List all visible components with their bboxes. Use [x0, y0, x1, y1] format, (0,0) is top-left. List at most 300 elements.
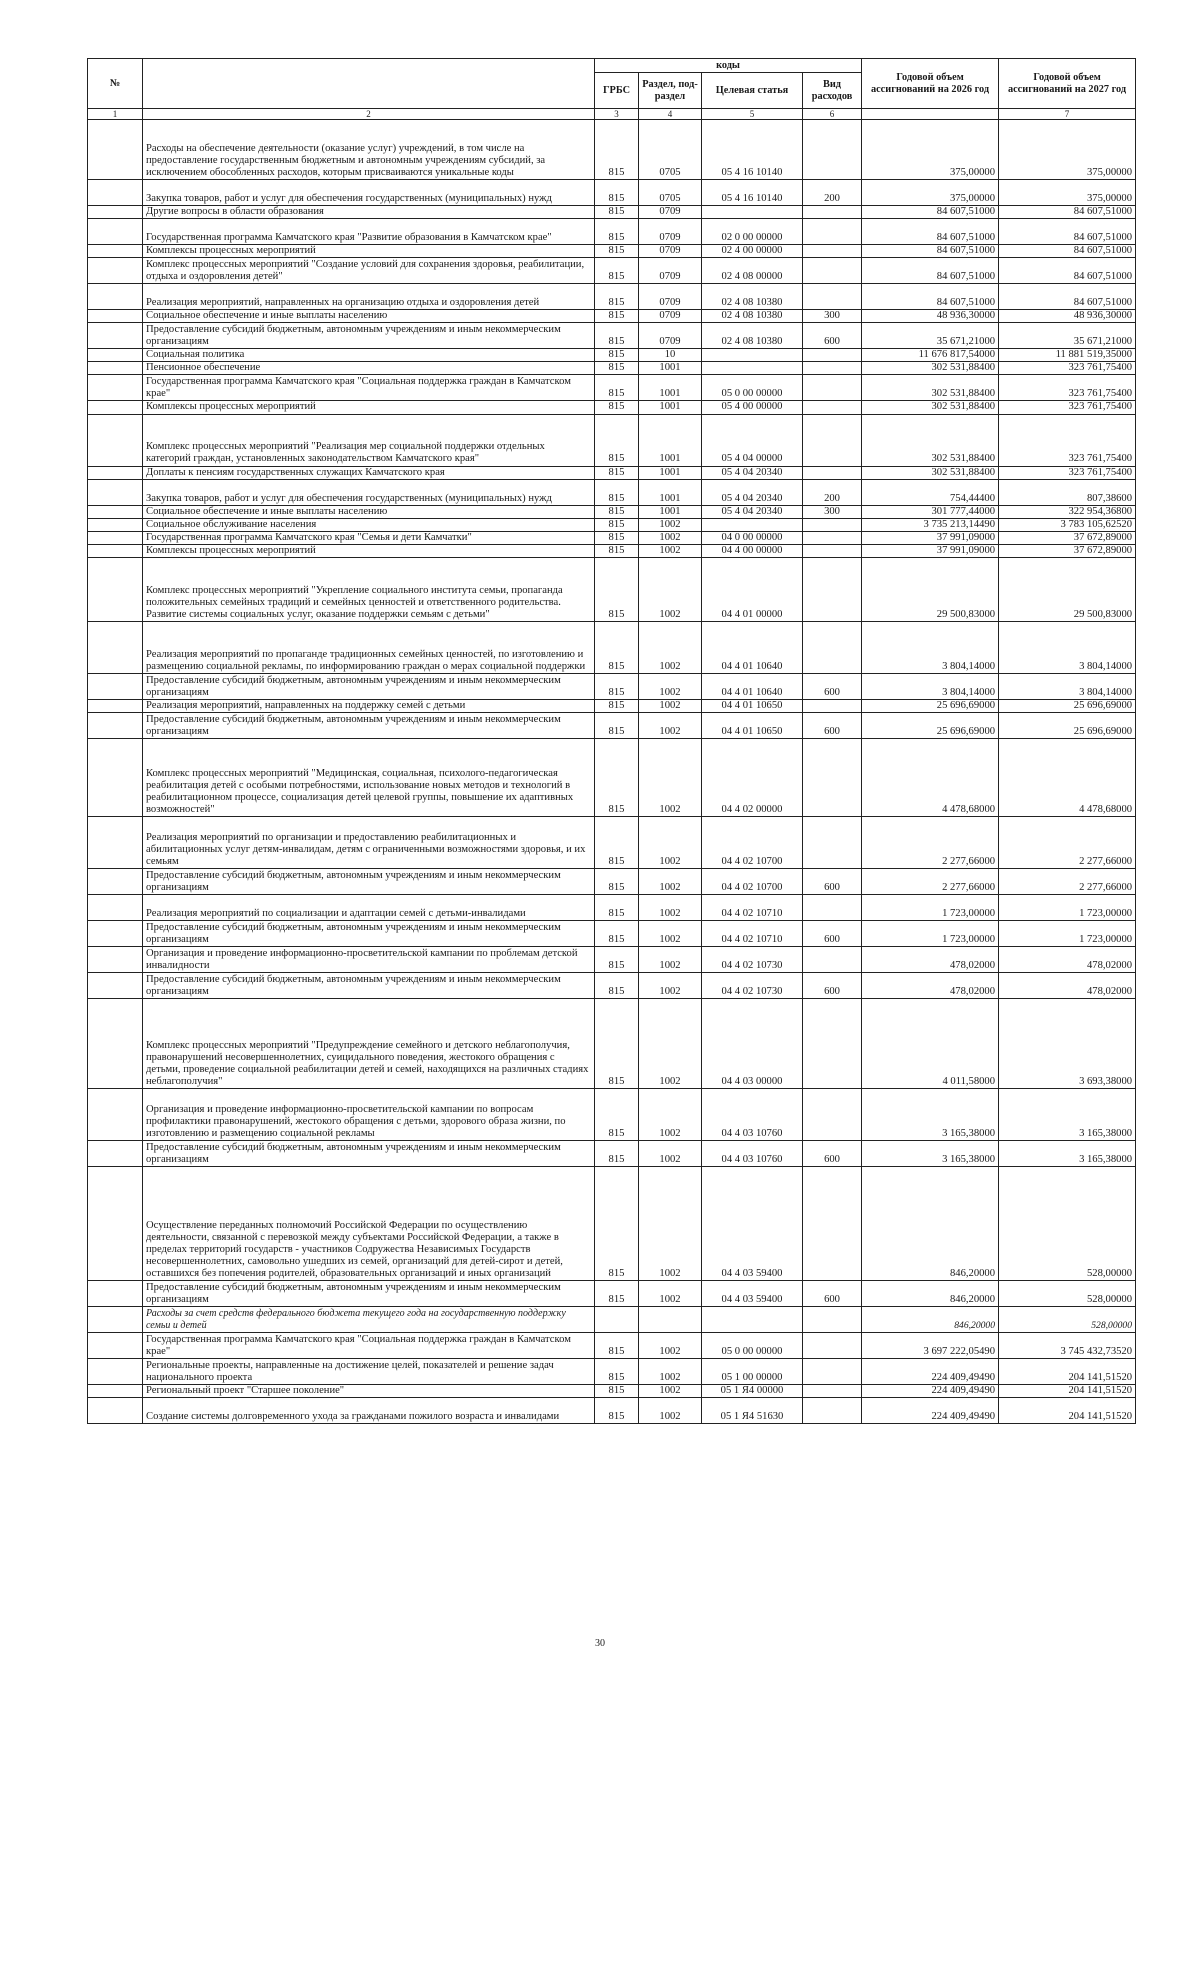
table-row — [88, 479, 1136, 505]
table-row — [88, 817, 1136, 869]
row-vol-2027-cell: 29 500,83000 — [999, 558, 1136, 622]
header-codes: коды — [595, 59, 862, 73]
row-target-cell: 02 4 08 10380 — [702, 284, 803, 310]
row-number-cell — [88, 895, 143, 921]
table-row — [88, 895, 1136, 921]
row-razdel-cell: 0709 — [639, 258, 702, 284]
row-vol-2026-cell: 3 804,14000 — [862, 622, 999, 674]
row-target-cell: 05 4 00 00000 — [702, 401, 803, 414]
row-grbs-cell: 815 — [595, 245, 639, 258]
table-row — [88, 921, 1136, 947]
row-number-cell — [88, 1398, 143, 1424]
table-row — [88, 323, 1136, 349]
table-row — [88, 518, 1136, 531]
row-razdel-cell: 1002 — [639, 713, 702, 739]
row-vol-2027-cell: 4 478,68000 — [999, 739, 1136, 817]
row-vid-cell — [803, 1307, 862, 1333]
row-target-cell: 05 4 04 20340 — [702, 466, 803, 479]
row-vol-2026-cell: 302 531,88400 — [862, 414, 999, 466]
row-vol-2026-cell: 302 531,88400 — [862, 401, 999, 414]
row-name-cell: Государственная программа Камчатского края "Социальная поддержка граждан в Камчатском крае" — [143, 1333, 595, 1359]
row-number-cell — [88, 817, 143, 869]
row-razdel-cell: 1002 — [639, 622, 702, 674]
row-target-cell: 04 4 01 10640 — [702, 622, 803, 674]
row-number-cell — [88, 206, 143, 219]
row-target-cell: 02 4 08 10380 — [702, 310, 803, 323]
row-target-cell: 04 4 02 10700 — [702, 869, 803, 895]
row-target-cell: 04 4 01 10650 — [702, 700, 803, 713]
row-number-cell — [88, 739, 143, 817]
row-target-cell: 04 4 02 10730 — [702, 947, 803, 973]
row-grbs-cell: 815 — [595, 700, 639, 713]
row-razdel-cell: 1002 — [639, 1398, 702, 1424]
row-vid-cell: 600 — [803, 1281, 862, 1307]
row-target-cell: 04 4 02 10710 — [702, 921, 803, 947]
table-row — [88, 1333, 1136, 1359]
row-name-cell: Предоставление субсидий бюджетным, автономным учреждениям и иным некоммерческим организациям — [143, 921, 595, 947]
row-vol-2026-cell: 1 723,00000 — [862, 895, 999, 921]
row-name-cell: Реализация мероприятий по социализации и адаптации семей с детьми-инвалидами — [143, 895, 595, 921]
header-razdel: Раздел, под-раздел — [639, 73, 702, 109]
row-grbs-cell: 815 — [595, 349, 639, 362]
row-target-cell: 05 4 16 10140 — [702, 180, 803, 206]
budget-sheet — [87, 58, 1135, 1424]
row-grbs-cell: 815 — [595, 739, 639, 817]
row-vol-2027-cell: 528,00000 — [999, 1307, 1136, 1333]
row-vid-cell: 600 — [803, 323, 862, 349]
index-cell: 4 — [639, 109, 702, 120]
row-target-cell: 04 4 01 10650 — [702, 713, 803, 739]
row-vol-2027-cell: 204 141,51520 — [999, 1385, 1136, 1398]
row-name-cell: Комплекс процессных мероприятий "Медицинская, социальная, психолого-педагогическая реабилитация детей с особыми потребностями, использование новых методов и технологий в реабилитационном процессе, социализация детей целевой группы, повышение их адаптивных возможностей" — [143, 739, 595, 817]
row-target-cell: 05 0 00 00000 — [702, 1333, 803, 1359]
row-name-cell: Реализация мероприятий, направленных на поддержку семей с детьми — [143, 700, 595, 713]
row-target-cell: 04 0 00 00000 — [702, 531, 803, 544]
row-grbs-cell: 815 — [595, 120, 639, 180]
row-vol-2026-cell: 224 409,49490 — [862, 1385, 999, 1398]
table-row — [88, 1281, 1136, 1307]
row-vol-2027-cell: 322 954,36800 — [999, 505, 1136, 518]
row-grbs-cell: 815 — [595, 999, 639, 1089]
row-vol-2026-cell: 478,02000 — [862, 947, 999, 973]
row-number-cell — [88, 999, 143, 1089]
row-vol-2026-cell: 754,44400 — [862, 479, 999, 505]
row-number-cell — [88, 1333, 143, 1359]
table-row — [88, 310, 1136, 323]
row-vol-2027-cell: 323 761,75400 — [999, 401, 1136, 414]
row-number-cell — [88, 258, 143, 284]
row-number-cell — [88, 323, 143, 349]
row-vid-cell — [803, 245, 862, 258]
row-razdel-cell: 1002 — [639, 518, 702, 531]
row-vol-2027-cell: 2 277,66000 — [999, 869, 1136, 895]
row-grbs-cell: 815 — [595, 1333, 639, 1359]
row-vol-2026-cell: 84 607,51000 — [862, 284, 999, 310]
row-vid-cell: 300 — [803, 505, 862, 518]
row-target-cell: 04 4 03 59400 — [702, 1281, 803, 1307]
row-vol-2027-cell: 25 696,69000 — [999, 700, 1136, 713]
index-cell: 6 — [803, 109, 862, 120]
row-target-cell: 02 4 08 10380 — [702, 323, 803, 349]
row-vol-2026-cell: 3 697 222,05490 — [862, 1333, 999, 1359]
row-number-cell — [88, 362, 143, 375]
row-name-cell: Доплаты к пенсиям государственных служащих Камчатского края — [143, 466, 595, 479]
row-number-cell — [88, 466, 143, 479]
row-target-cell: 04 4 03 59400 — [702, 1167, 803, 1281]
row-vid-cell — [803, 1089, 862, 1141]
row-vid-cell — [803, 362, 862, 375]
row-name-cell: Предоставление субсидий бюджетным, автономным учреждениям и иным некоммерческим организациям — [143, 713, 595, 739]
row-vol-2027-cell: 84 607,51000 — [999, 206, 1136, 219]
row-razdel-cell: 1001 — [639, 479, 702, 505]
row-grbs-cell: 815 — [595, 544, 639, 557]
table-row — [88, 739, 1136, 817]
row-vid-cell — [803, 947, 862, 973]
row-number-cell — [88, 120, 143, 180]
row-razdel-cell: 1001 — [639, 401, 702, 414]
row-vol-2027-cell: 84 607,51000 — [999, 219, 1136, 245]
row-vol-2027-cell: 807,38600 — [999, 479, 1136, 505]
row-vid-cell: 300 — [803, 310, 862, 323]
row-vol-2027-cell: 37 672,89000 — [999, 531, 1136, 544]
row-name-cell: Предоставление субсидий бюджетным, автономным учреждениям и иным некоммерческим организациям — [143, 973, 595, 999]
header-vol-2027: Годовой объем ассигнований на 2027 год — [999, 59, 1136, 109]
row-vol-2026-cell: 1 723,00000 — [862, 921, 999, 947]
row-name-cell: Государственная программа Камчатского края "Социальная поддержка граждан в Камчатском крае" — [143, 375, 595, 401]
table-row — [88, 1089, 1136, 1141]
row-vid-cell — [803, 739, 862, 817]
row-name-cell: Закупка товаров, работ и услуг для обеспечения государственных (муниципальных) нужд — [143, 180, 595, 206]
row-vol-2026-cell: 25 696,69000 — [862, 700, 999, 713]
row-vol-2026-cell: 35 671,21000 — [862, 323, 999, 349]
table-row — [88, 1167, 1136, 1281]
row-razdel-cell: 1002 — [639, 544, 702, 557]
table-row — [88, 120, 1136, 180]
row-target-cell: 02 4 00 00000 — [702, 245, 803, 258]
row-razdel-cell: 1002 — [639, 531, 702, 544]
row-target-cell: 04 4 03 10760 — [702, 1089, 803, 1141]
row-grbs-cell: 815 — [595, 713, 639, 739]
table-row — [88, 999, 1136, 1089]
row-vol-2026-cell: 11 676 817,54000 — [862, 349, 999, 362]
row-number-cell — [88, 180, 143, 206]
row-grbs-cell: 815 — [595, 518, 639, 531]
row-name-cell: Реализация мероприятий, направленных на организацию отдыха и оздоровления детей — [143, 284, 595, 310]
table-row — [88, 362, 1136, 375]
table-row — [88, 869, 1136, 895]
row-name-cell: Комплекс процессных мероприятий "Реализация мер социальной поддержки отдельных категорий граждан, установленных законодательством Камчатского края" — [143, 414, 595, 466]
row-vid-cell: 600 — [803, 1141, 862, 1167]
row-name-cell: Комплексы процессных мероприятий — [143, 401, 595, 414]
row-razdel-cell: 1002 — [639, 1141, 702, 1167]
row-vol-2026-cell: 48 936,30000 — [862, 310, 999, 323]
row-grbs-cell: 815 — [595, 1167, 639, 1281]
index-cell: 7 — [999, 109, 1136, 120]
row-target-cell — [702, 1307, 803, 1333]
row-name-cell: Организация и проведение информационно-просветительской кампании по проблемам детской инвалидности — [143, 947, 595, 973]
row-vol-2027-cell: 84 607,51000 — [999, 245, 1136, 258]
row-grbs-cell: 815 — [595, 558, 639, 622]
row-razdel-cell: 1002 — [639, 700, 702, 713]
row-number-cell — [88, 284, 143, 310]
row-vid-cell: 600 — [803, 921, 862, 947]
row-razdel-cell: 1002 — [639, 817, 702, 869]
row-vol-2026-cell: 3 804,14000 — [862, 674, 999, 700]
row-name-cell: Пенсионное обеспечение — [143, 362, 595, 375]
row-grbs-cell: 815 — [595, 401, 639, 414]
row-name-cell: Комплекс процессных мероприятий "Создание условий для сохранения здоровья, реабилитации, отдыха и оздоровления детей" — [143, 258, 595, 284]
row-razdel-cell: 1001 — [639, 375, 702, 401]
row-target-cell: 05 4 04 20340 — [702, 479, 803, 505]
row-vol-2026-cell: 4 011,58000 — [862, 999, 999, 1089]
row-target-cell: 04 4 03 10760 — [702, 1141, 803, 1167]
row-vid-cell: 600 — [803, 973, 862, 999]
table-row — [88, 1141, 1136, 1167]
row-number-cell — [88, 1385, 143, 1398]
index-cell: 3 — [595, 109, 639, 120]
row-grbs-cell: 815 — [595, 1359, 639, 1385]
row-grbs-cell: 815 — [595, 180, 639, 206]
row-vol-2027-cell: 1 723,00000 — [999, 921, 1136, 947]
row-grbs-cell: 815 — [595, 1281, 639, 1307]
row-target-cell — [702, 206, 803, 219]
row-razdel-cell: 1002 — [639, 1089, 702, 1141]
row-vol-2026-cell: 37 991,09000 — [862, 544, 999, 557]
row-vol-2027-cell: 323 761,75400 — [999, 414, 1136, 466]
row-vol-2027-cell: 3 804,14000 — [999, 622, 1136, 674]
row-number-cell — [88, 947, 143, 973]
row-name-cell: Государственная программа Камчатского края "Семья и дети Камчатки" — [143, 531, 595, 544]
row-vid-cell — [803, 1167, 862, 1281]
row-vol-2026-cell: 846,20000 — [862, 1281, 999, 1307]
header-name — [143, 59, 595, 109]
row-number-cell — [88, 219, 143, 245]
row-vid-cell: 600 — [803, 713, 862, 739]
row-number-cell — [88, 973, 143, 999]
row-target-cell: 02 0 00 00000 — [702, 219, 803, 245]
row-target-cell: 04 4 02 10730 — [702, 973, 803, 999]
row-number-cell — [88, 1307, 143, 1333]
row-number-cell — [88, 674, 143, 700]
table-row — [88, 349, 1136, 362]
row-name-cell: Предоставление субсидий бюджетным, автономным учреждениям и иным некоммерческим организациям — [143, 323, 595, 349]
table-row — [88, 1359, 1136, 1385]
header-target: Целевая статья — [702, 73, 803, 109]
row-name-cell: Предоставление субсидий бюджетным, автономным учреждениям и иным некоммерческим организациям — [143, 1141, 595, 1167]
row-target-cell: 05 1 00 00000 — [702, 1359, 803, 1385]
index-cell: 2 — [143, 109, 595, 120]
row-vid-cell: 600 — [803, 869, 862, 895]
table-row — [88, 180, 1136, 206]
row-name-cell: Комплекс процессных мероприятий "Предупреждение семейного и детского неблагополучия, правонарушений несовершеннолетних, суицидального поведения, жестокого обращения с детьми, проведение социальной реабилитации детей и семей, находящихся на различных стадиях неблагополучия" — [143, 999, 595, 1089]
row-vid-cell: 200 — [803, 479, 862, 505]
row-name-cell: Расходы на обеспечение деятельности (оказание услуг) учреждений, в том числе на предоставление государственным бюджетным и автономным учреждениям субсидий, за исключением обособленных расходов, которым присваиваются уникальные коды — [143, 120, 595, 180]
row-razdel-cell: 1002 — [639, 1359, 702, 1385]
row-grbs-cell: 815 — [595, 531, 639, 544]
table-row — [88, 622, 1136, 674]
row-razdel-cell: 10 — [639, 349, 702, 362]
row-name-cell: Социальное обслуживание населения — [143, 518, 595, 531]
row-razdel-cell: 0705 — [639, 180, 702, 206]
row-razdel-cell: 0709 — [639, 323, 702, 349]
row-vid-cell — [803, 817, 862, 869]
table-row — [88, 1385, 1136, 1398]
row-name-cell: Предоставление субсидий бюджетным, автономным учреждениям и иным некоммерческим организациям — [143, 1281, 595, 1307]
row-vid-cell — [803, 531, 862, 544]
row-vid-cell — [803, 120, 862, 180]
row-vol-2026-cell: 3 165,38000 — [862, 1141, 999, 1167]
row-number-cell — [88, 622, 143, 674]
row-name-cell: Комплексы процессных мероприятий — [143, 544, 595, 557]
row-number-cell — [88, 349, 143, 362]
row-vol-2027-cell: 35 671,21000 — [999, 323, 1136, 349]
row-vid-cell — [803, 700, 862, 713]
row-vol-2026-cell: 302 531,88400 — [862, 375, 999, 401]
index-cell: 5 — [702, 109, 803, 120]
row-vol-2026-cell: 846,20000 — [862, 1167, 999, 1281]
row-vol-2027-cell: 84 607,51000 — [999, 258, 1136, 284]
row-razdel-cell: 1001 — [639, 414, 702, 466]
row-vid-cell — [803, 518, 862, 531]
table-row — [88, 558, 1136, 622]
row-vol-2027-cell: 204 141,51520 — [999, 1398, 1136, 1424]
row-vol-2027-cell: 2 277,66000 — [999, 817, 1136, 869]
row-number-cell — [88, 414, 143, 466]
row-razdel-cell: 1002 — [639, 999, 702, 1089]
row-vid-cell — [803, 544, 862, 557]
table-row — [88, 973, 1136, 999]
row-vid-cell — [803, 284, 862, 310]
row-number-cell — [88, 531, 143, 544]
row-razdel-cell: 1002 — [639, 1385, 702, 1398]
row-grbs-cell: 815 — [595, 479, 639, 505]
row-number-cell — [88, 558, 143, 622]
row-target-cell: 05 4 04 20340 — [702, 505, 803, 518]
row-vid-cell — [803, 1385, 862, 1398]
row-grbs-cell: 815 — [595, 1398, 639, 1424]
row-number-cell — [88, 375, 143, 401]
table-row — [88, 375, 1136, 401]
header-num: № — [88, 59, 143, 109]
row-target-cell: 05 4 04 00000 — [702, 414, 803, 466]
table-row — [88, 947, 1136, 973]
index-cell — [862, 109, 999, 120]
header-grbs: ГРБС — [595, 73, 639, 109]
row-name-cell: Предоставление субсидий бюджетным, автономным учреждениям и иным некоммерческим организациям — [143, 869, 595, 895]
row-number-cell — [88, 310, 143, 323]
row-grbs-cell: 815 — [595, 375, 639, 401]
table-row — [88, 505, 1136, 518]
row-razdel-cell: 0709 — [639, 245, 702, 258]
row-razdel-cell: 1002 — [639, 1167, 702, 1281]
row-grbs-cell: 815 — [595, 622, 639, 674]
row-vid-cell — [803, 401, 862, 414]
row-vid-cell — [803, 558, 862, 622]
row-grbs-cell: 815 — [595, 869, 639, 895]
row-target-cell: 04 4 02 00000 — [702, 739, 803, 817]
row-vol-2027-cell: 48 936,30000 — [999, 310, 1136, 323]
row-vol-2026-cell: 84 607,51000 — [862, 206, 999, 219]
row-name-cell: Государственная программа Камчатского края "Развитие образования в Камчатском крае" — [143, 219, 595, 245]
row-target-cell: 04 4 00 00000 — [702, 544, 803, 557]
row-number-cell — [88, 1089, 143, 1141]
row-vol-2026-cell: 25 696,69000 — [862, 713, 999, 739]
row-vol-2027-cell: 528,00000 — [999, 1167, 1136, 1281]
row-vol-2026-cell: 301 777,44000 — [862, 505, 999, 518]
row-grbs-cell: 815 — [595, 947, 639, 973]
row-vid-cell — [803, 375, 862, 401]
row-razdel-cell: 0709 — [639, 284, 702, 310]
table-row — [88, 544, 1136, 557]
row-target-cell: 05 0 00 00000 — [702, 375, 803, 401]
row-name-cell: Расходы за счет средств федерального бюджета текущего года на государственную поддержку семьи и детей — [143, 1307, 595, 1333]
table-row — [88, 414, 1136, 466]
row-vol-2026-cell: 375,00000 — [862, 180, 999, 206]
row-vol-2026-cell: 302 531,88400 — [862, 466, 999, 479]
table-row — [88, 284, 1136, 310]
row-grbs-cell: 815 — [595, 1141, 639, 1167]
row-vid-cell: 600 — [803, 674, 862, 700]
row-razdel-cell: 0709 — [639, 310, 702, 323]
row-name-cell: Осуществление переданных полномочий Российской Федерации по осуществлению деятельности, связанной с перевозкой между субъектами Российской Федерации, а также в пределах территорий государств - участников Содружества Независимых Государств несовершеннолетних, самовольно ушедших из семей, организаций для детей-сирот и детей, оставшихся без попечения родителей, образовательных организаций и иных организаций — [143, 1167, 595, 1281]
row-razdel-cell: 1002 — [639, 674, 702, 700]
row-vol-2026-cell: 84 607,51000 — [862, 219, 999, 245]
row-number-cell — [88, 245, 143, 258]
row-vol-2027-cell: 478,02000 — [999, 973, 1136, 999]
row-number-cell — [88, 1167, 143, 1281]
table-row — [88, 713, 1136, 739]
row-vol-2027-cell: 1 723,00000 — [999, 895, 1136, 921]
row-vid-cell — [803, 258, 862, 284]
table-row — [88, 531, 1136, 544]
row-grbs-cell: 815 — [595, 973, 639, 999]
page-number: 30 — [595, 1638, 605, 1649]
row-razdel-cell: 1001 — [639, 362, 702, 375]
row-vol-2027-cell: 478,02000 — [999, 947, 1136, 973]
row-name-cell: Создание системы долговременного ухода за гражданами пожилого возраста и инвалидами — [143, 1398, 595, 1424]
row-vol-2027-cell: 84 607,51000 — [999, 284, 1136, 310]
table-body — [88, 120, 1136, 1424]
table-row — [88, 466, 1136, 479]
row-vol-2026-cell: 29 500,83000 — [862, 558, 999, 622]
row-target-cell — [702, 349, 803, 362]
row-vol-2026-cell: 3 165,38000 — [862, 1089, 999, 1141]
table-row — [88, 700, 1136, 713]
budget-table — [87, 58, 1136, 1424]
row-vol-2026-cell: 375,00000 — [862, 120, 999, 180]
row-target-cell: 04 4 01 00000 — [702, 558, 803, 622]
row-name-cell: Комплекс процессных мероприятий "Укрепление социального института семьи, пропаганда положительных семейных традиций и семейных ценностей и ответственного родительства. Развитие системы социальных услуг, оказание поддержки семьям с детьми" — [143, 558, 595, 622]
row-name-cell: Реализация мероприятий по пропаганде традиционных семейных ценностей, по изготовлению и размещению социальной рекламы, по информированию граждан о мерах социальной поддержки — [143, 622, 595, 674]
row-vol-2026-cell: 3 735 213,14490 — [862, 518, 999, 531]
row-target-cell: 02 4 08 00000 — [702, 258, 803, 284]
row-grbs-cell: 815 — [595, 323, 639, 349]
row-vid-cell — [803, 206, 862, 219]
row-vol-2027-cell: 3 165,38000 — [999, 1089, 1136, 1141]
row-grbs-cell: 815 — [595, 414, 639, 466]
row-vol-2026-cell: 478,02000 — [862, 973, 999, 999]
row-name-cell: Региональные проекты, направленные на достижение целей, показателей и решение задач национального проекта — [143, 1359, 595, 1385]
row-number-cell — [88, 401, 143, 414]
row-name-cell: Социальное обеспечение и иные выплаты населению — [143, 310, 595, 323]
row-razdel-cell: 0705 — [639, 120, 702, 180]
row-target-cell: 04 4 03 00000 — [702, 999, 803, 1089]
row-vid-cell — [803, 1398, 862, 1424]
row-name-cell: Реализация мероприятий по организации и предоставлению реабилитационных и абилитационных услуг детям-инвалидам, детям с ограниченными возможностями здоровья, и их семьям — [143, 817, 595, 869]
table-row — [88, 1307, 1136, 1333]
row-vol-2027-cell: 3 804,14000 — [999, 674, 1136, 700]
row-name-cell: Закупка товаров, работ и услуг для обеспечения государственных (муниципальных) нужд — [143, 479, 595, 505]
